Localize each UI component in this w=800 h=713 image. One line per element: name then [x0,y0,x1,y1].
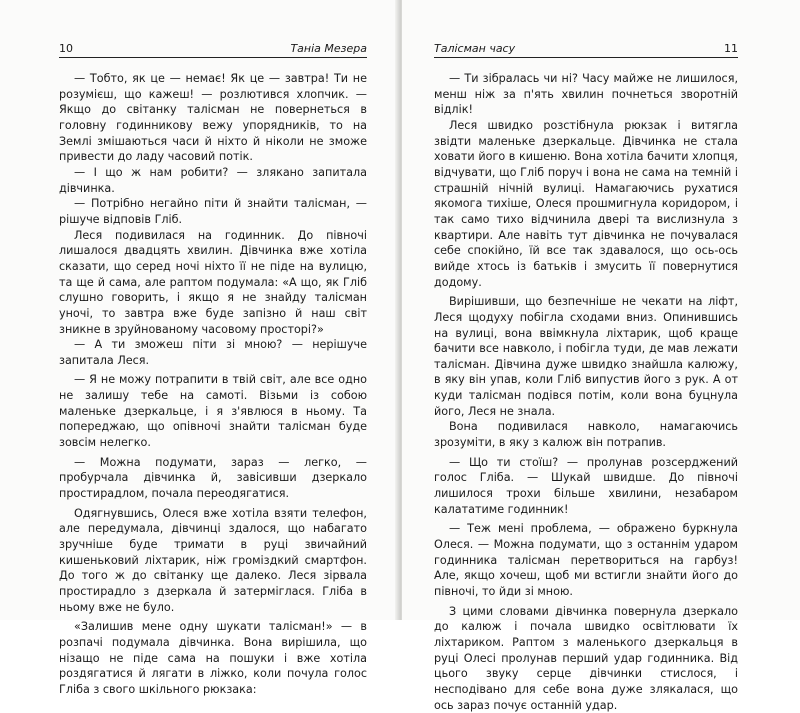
page-number: 10 [59,42,73,55]
left-page-text [59,71,367,698]
right-page-text [434,71,738,713]
paragraph: — Тобто, як це — немає! Як це — завтра! Ти не розумієш, що кажеш! — розлютився хлопчик. — Якщо до світанку талісман не повернеться в головну годинникову вежу упорядників, то на Землі змішаються часи й ніхто й ніколи не зможе привести до ладу часовий потік. [59,72,367,164]
paragraph: «Залишив мене одну шукати талісман!» — в розпачі подумала дівчинка. Вона вирішила, що нізащо не піде сама на пошуки і вже хотіла роздягатися й лягати в ліжко, коли почула голос Гліба з свого шкільного рюкзака: [59,620,367,696]
paragraph: Вирішивши, що безпечніше не чекати на ліфт, Леся щодуху побігла сходами вниз. Опинившись на вулиці, вона ввімкнула ліхтарик, щоб краще бачити все навколо, і побігла туди, де мав лежати талісман. Дівчина дуже швидко знайшла калюжу, в яку він упав, коли Гліб випустив його з рук. А от куди талісман подівся потім, коли вона буцнула його, Леся не знала. [434,295,738,418]
right-page-header [434,38,738,60]
paragraph: — Можна подумати, зараз — легко, — пробурчала дівчинка й, завісивши дзеркало простирадлом, почала переодягатися. [59,455,367,501]
running-title: Таніа Мезера [290,42,367,55]
paragraph: З цими словами дівчинка повернула дзеркало до калюж і почала швидко освітлювати їх ліхтариком. Раптом з маленького дзеркальця в руці Олесі пролунав перший удар годинника. Від цього звуку серце дівчинки стислося, і несподівано для себе вона дуже злякалася, що ось зараз почує останній удар. [434,604,738,712]
paragraph: — Теж мені проблема, — ображено буркнула Олеся. — Можна подумати, що з останнім ударом годинника талісман перетвориться на гарбуз! Але, якщо хочеш, щоб ми встигли знайти його до півночі, то йди зі мною. [434,522,738,598]
right-page [402,0,800,712]
left-page [0,0,398,696]
paragraph: — Що ти стоїш? — пролунав розсерджений голос Гліба. — Шукай швидше. До півночі лишилося трохи більше хвилини, незабаром калататиме годинник! [434,455,738,516]
paragraph: Вона подивилася навколо, намагаючись зрозуміти, в яку з калюж він потрапив. [434,420,738,450]
paragraph: — Потрібно негайно піти й знайти талісман, — рішуче відповів Гліб. [59,197,367,226]
left-page-header [59,38,367,60]
header-rule [434,57,738,58]
paragraph: — А ти зможеш піти зі мною? — нерішуче запитала Леся. [59,338,367,367]
page-number: 11 [724,42,738,55]
header-rule [59,57,367,58]
paragraph: Одягнувшись, Олеся вже хотіла взяти телефон, але передумала, дівчинці здалося, що набагато зручніше буде тримати в руці звичайний кишеньковий ліхтарик, ніж громіздкий смартфон. До того ж до світанку ще далеко. Леся зірвала простирадло з дзеркала й затерміглася. Гліба в ньому вже не було. [59,506,367,614]
paragraph: Леся швидко розстібнула рюкзак і витягла звідти маленьке дзеркальце. Дівчинка не стала ховати його в кишеню. Вона хотіла бачити хлопця, відчувати, що Гліб поруч і вона не сама на темній і страшній нічній вулиці. Намагаючись рухатися якомога тихіше, Олеся прошмигнула коридором, і так само тихо відчинила двері та вислизнула з квартири. Але навіть тут дівчинка не почувалася себе спокійно, їй все так здавалося, що ось-ось вийде хтось із батьків і змусить її повернутися додому. [434,118,738,289]
paragraph: — Я не можу потрапити в твій світ, але все одно не залишу тебе на самоті. Візьми із собою маленьке дзеркальце, і я з'явлюся в ньому. Та попереджаю, що опівночі знайти талісман буде зовсім нелегко. [59,373,367,450]
paragraph: — Ти зібралась чи ні? Часу майже не лишилося, менш ніж за п'ять хвилин почнеться зворотній відлік! [434,72,738,117]
running-title: Талісман часу [434,42,516,55]
paragraph: Леся подивилася на годинник. До півночі лишалося двадцять хвилин. Дівчинка вже хотіла сказати, що серед ночі ніхто її не піде на вулицю, та ще й сама, але раптом подумала: «А що, як Гліб слушно говорить, і якщо я не знайду талісман уночі, то завтра вже буде запізно й наш світ зникне в зруйнованому часовому просторі?» [59,228,367,336]
paragraph: — І що ж нам робити? — злякано запитала дівчинка. [59,165,367,195]
